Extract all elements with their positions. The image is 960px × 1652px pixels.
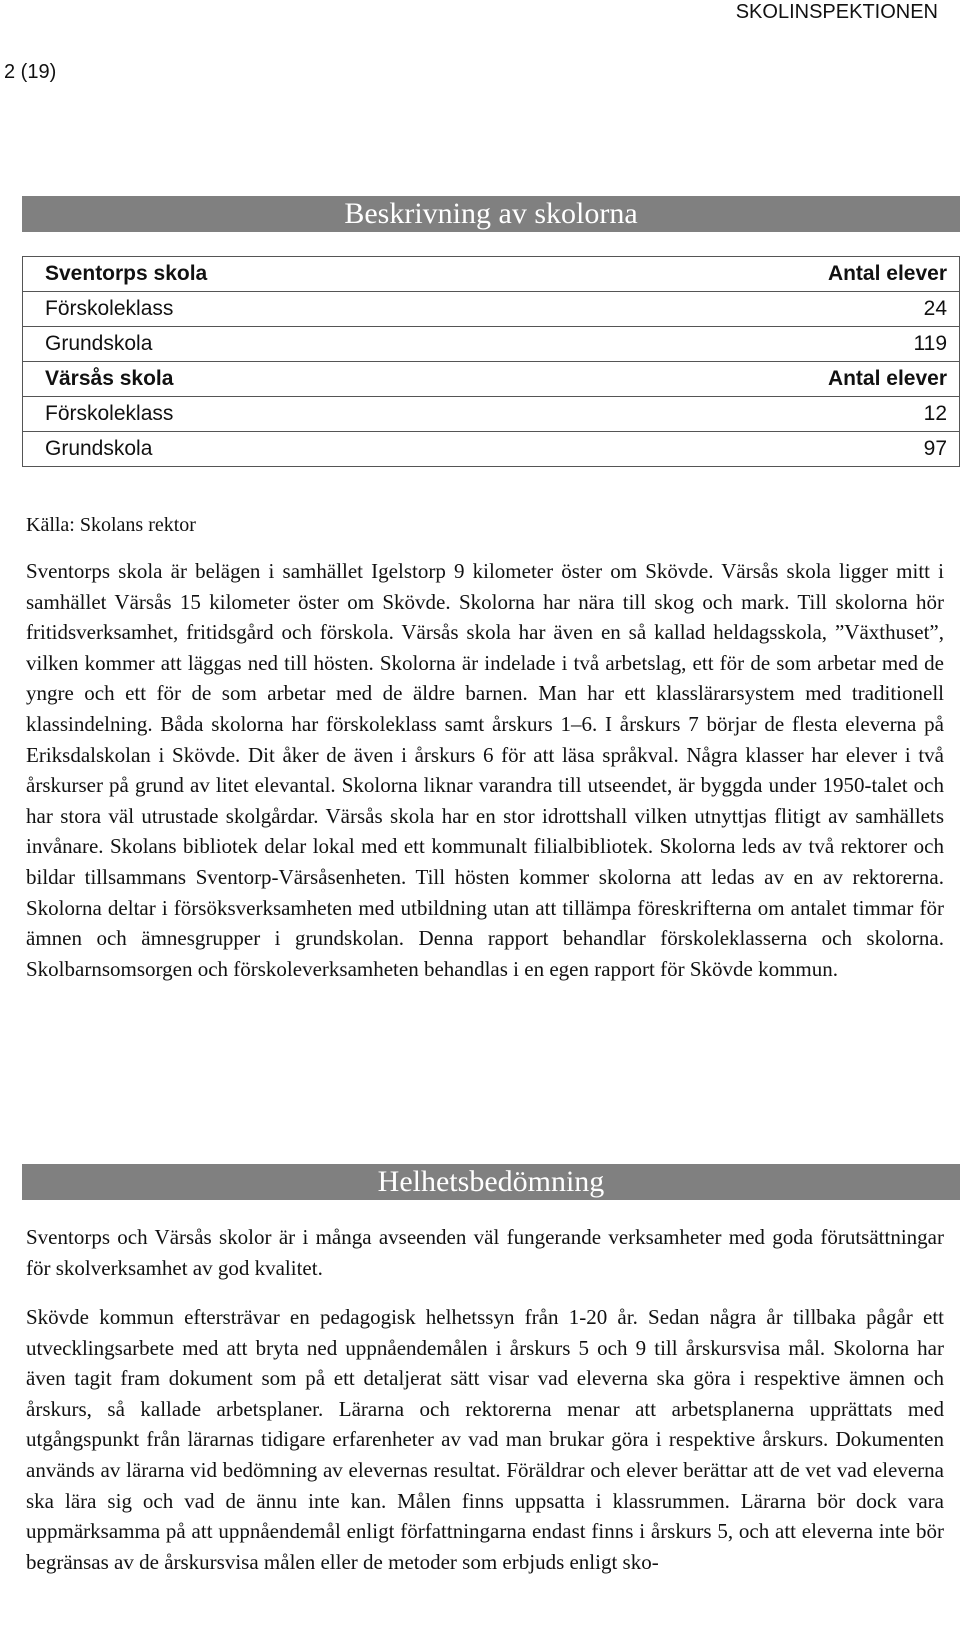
column-header: Antal elever	[549, 257, 960, 292]
grade-level: Grundskola	[23, 432, 549, 467]
table-row	[23, 327, 960, 362]
grade-level: Förskoleklass	[23, 292, 549, 327]
table-row	[23, 292, 960, 327]
body-paragraph: Sventorps skola är belägen i samhället Igelstorp 9 kilometer öster om Skövde. Värsås skola ligger mitt i samhället Värsås 15 kilometer öster om Skövde. Skolorna har nära till skog och mark. Till skolorna hör fritidsverksamhet, fritidsgård och förskola. Värsås skola har även en så kallad heldagsskola, ”Växthuset”, vilken kommer att läggas ned till hösten. Skolorna är indelade i två arbetslag, ett för de som arbetar med de yngre och ett för de som arbetar med de äldre barnen. Man har ett klasslärarsystem med traditionell klassindelning. Båda skolorna har förskoleklass samt årskurs 1–6. I årskurs 7 börjar de flesta eleverna på Eriksdalskolan i Skövde. Dit åker de även i årskurs 6 för att läsa språkval. Några klasser har elever i två årskurser på grund av litet elevantal. Skolorna liknar varandra till utseendet, är byggda under 1950-talet och har stora väl utrustade skolgårdar. Värsås skola har en stor idrottshall vilken utnyttjas flitigt av samhällets invånare. Skolans bibliotek delar lokal med ett kommunalt filialbibliotek. Skolorna leds av två rektorer och bildar tillsammans Sventorp-Värsåsenheten. Till hösten kommer skolorna att ledas av en av rektorerna. Skolorna deltar i försöksverksamheten med utbildning utan att tillämpa föreskrifterna om antalet timmar för ämnen och ämnesgrupper i grundskolan. Denna rapport behandlar förskoleklasserna och skolorna. Skolbarnsomsorgen och förskoleverksamheten behandlas i en egen rapport för Skövde kommun.	[26, 559, 944, 981]
section-heading-assessment: Helhetsbedömning	[22, 1164, 960, 1200]
student-count: 12	[549, 397, 960, 432]
table-row	[23, 397, 960, 432]
body-paragraph: Skövde kommun eftersträvar en pedagogisk helhetssyn från 1-20 år. Sedan några år tillbaka pågår ett utvecklingsarbete med att bryta ned uppnåendemålen i årskurs 5 och 9 till årskursvisa mål. Skolorna har även tagit fram dokument som på ett detaljerat sätt visar vad eleverna ska göra i respektive ämnen och årskurs, så kallade arbetsplaner. Lärarna och rektorerna menar att arbetsplanerna upprättats med utgångspunkt från lärarnas tidigare erfarenheter av vad man brukar göra i respektive årskurs. Dokumenten används av lärarna vid bedömning av elevernas resultat. Föräldrar och elever berättar att de vet vad eleverna ska lära sig och vad de ännu inte kan. Målen finns uppsatta i klassrummen. Lärarna bör dock vara uppmärksamma på att uppnåendemål enligt författningarna endast finns i årskurs 5, och att eleverna inte bör begränsas av de årskursvisa målen eller de metoder som erbjuds enligt sko-	[26, 1305, 944, 1574]
table-row	[23, 362, 960, 397]
school-name: Värsås skola	[23, 362, 549, 397]
column-header: Antal elever	[549, 362, 960, 397]
section-heading-description: Beskrivning av skolorna	[22, 196, 960, 232]
page-number: 2 (19)	[4, 61, 57, 83]
student-count: 97	[549, 432, 960, 467]
school-name: Sventorps skola	[23, 257, 549, 292]
table-row	[23, 432, 960, 467]
student-count: 24	[549, 292, 960, 327]
agency-name: SKOLINSPEKTIONEN	[735, 1, 938, 23]
table-row	[23, 257, 960, 292]
grade-level: Förskoleklass	[23, 397, 549, 432]
table-source-note: Källa: Skolans rektor	[26, 514, 196, 536]
student-count: 119	[549, 327, 960, 362]
grade-level: Grundskola	[23, 327, 549, 362]
body-paragraph: Sventorps och Värsås skolor är i många avseenden väl fungerande verksamheter med goda förutsättningar för skolverksamhet av god kvalitet.	[26, 1225, 944, 1280]
student-count-table	[22, 256, 960, 467]
